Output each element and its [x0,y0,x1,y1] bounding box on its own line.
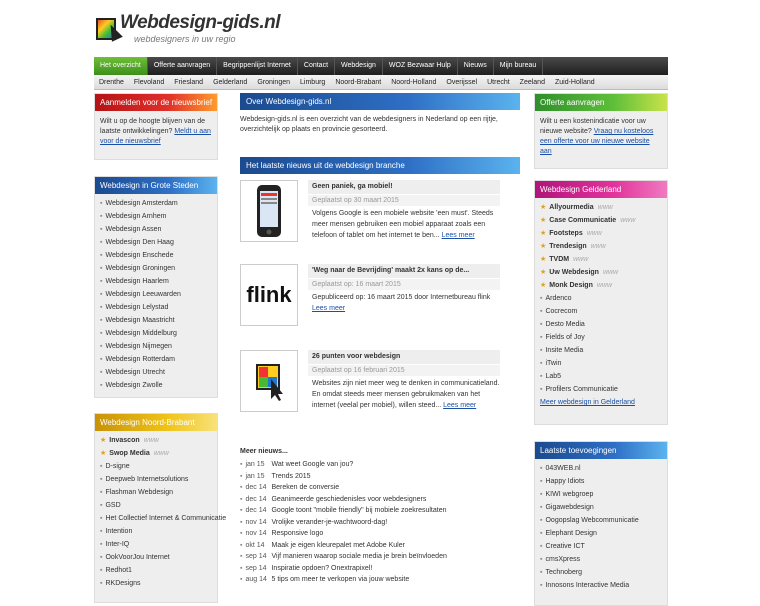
brabant-box [94,413,227,603]
bullet-icon: ▪ [100,330,103,337]
list-item-label: Happy Idiots [545,478,585,485]
news-row[interactable] [240,494,500,506]
bullet-icon: ▪ [100,356,103,363]
bullet-icon: ▪ [100,304,103,311]
bullet-icon: ▪ [100,476,103,483]
news-link[interactable]: 5 tips om meer te verkopen via jouw website [271,576,410,583]
list-item-label: Webdesign Groningen [105,265,176,272]
list-item[interactable] [540,292,662,305]
more-news [240,448,500,586]
list-item[interactable] [540,488,662,501]
bullet-icon: ▪ [100,213,103,220]
more-news-title: Meer nieuws... [240,448,288,455]
www-icon[interactable]: www [596,282,613,289]
news-date: dec 14 [245,507,267,514]
list-item[interactable] [100,366,212,379]
list-item[interactable] [100,434,212,447]
bullet-icon: ▪ [240,564,243,572]
bullet-icon: ▪ [100,226,103,233]
article-text [308,378,500,411]
article-image[interactable] [240,180,298,242]
news-link[interactable]: Google toont "mobile friendly" bij mobiele zoekresultaten [271,507,447,514]
main-nav [94,57,668,75]
flink-logo: flink [246,282,292,307]
bullet-icon: ▪ [100,265,103,272]
list-item-label: KIWI webgroep [545,491,594,498]
news-date: nov 14 [245,518,267,526]
news-link[interactable]: Maak je eigen kleurepalet met Adobe Kuler [271,541,405,549]
list-item-label: Gigawebdesign [545,504,594,511]
star-icon: ★ [100,450,107,457]
list-item[interactable] [100,551,212,564]
list-item[interactable] [540,227,662,240]
list-item-label: Invascon [109,437,140,444]
list-item-label: Redhot1 [105,567,132,574]
list-item[interactable] [100,512,227,525]
bullet-icon: ▪ [240,507,243,514]
list-item-label: Monk Design [549,282,593,289]
news-row[interactable] [240,540,500,552]
news-date: dec 14 [245,495,267,503]
province-nav [94,75,668,90]
list-item-label: Webdesign Lelystad [105,304,169,311]
bullet-icon: ▪ [240,530,243,537]
star-icon: ★ [540,204,547,211]
news-row[interactable] [240,574,500,586]
www-icon[interactable]: www [602,269,619,276]
bullet-icon: ▪ [240,495,243,503]
list-item[interactable] [540,514,662,527]
news-date: sep 14 [245,553,267,560]
bullet-icon: ▪ [100,541,103,548]
news-date: nov 14 [245,530,267,537]
latest-list [535,459,667,595]
logo-title: Webdesign-gids.nl [120,12,281,33]
province-link[interactable]: Limburg [300,79,326,86]
bullet-icon: ▪ [240,541,243,549]
list-item[interactable] [540,201,662,214]
more-news-list [240,459,500,586]
list-item[interactable] [540,240,662,253]
list-item[interactable] [100,353,212,366]
nav-webdesign[interactable]: Webdesign [335,57,383,75]
list-item-label: Insite Media [545,347,584,354]
newsletter-text: Wilt u op de hoogte blijven van de laatste ontwikkelingen? [100,118,206,135]
list-item-label: D-signe [105,463,130,470]
list-item-label: 043WEB.nl [545,465,581,472]
bullet-icon: ▪ [540,582,543,589]
star-icon: ★ [540,256,547,263]
news-link[interactable]: Wat weet Google van jou? [271,461,354,468]
list-item-label: Webdesign Leeuwarden [105,291,181,298]
list-item-label: Cocrecom [545,308,578,315]
province-link[interactable]: Noord-Holland [391,79,437,86]
list-item-label: Profilers Communicatie [545,386,618,393]
list-item[interactable] [540,305,662,318]
bullet-icon: ▪ [540,360,543,367]
list-item-label: Webdesign Assen [105,226,162,233]
nav-offerte[interactable]: Offerte aanvragen [148,57,217,75]
list-item-label: RKDesigns [105,580,141,587]
bullet-icon: ▪ [100,528,103,535]
list-item-label: Webdesign Utrecht [105,369,165,376]
list-item-label: Footsteps [549,230,583,237]
list-item-label: Webdesign Haarlem [105,278,169,285]
news-link[interactable]: Vijf manieren waarop sociale media je brein beïnvloeden [271,553,447,560]
bullet-icon: ▪ [540,530,543,537]
www-icon[interactable]: www [143,437,159,444]
www-icon[interactable]: www [153,450,169,457]
list-item-label: iTwin [545,360,562,367]
news-row[interactable] [240,459,500,471]
www-icon[interactable]: www [573,256,589,263]
list-item[interactable] [100,447,212,460]
list-item[interactable] [100,486,212,499]
list-item-label: Case Communicatie [549,217,617,224]
cities-list [95,194,217,395]
list-item[interactable] [100,314,212,327]
list-item-label: Webdesign Arnhem [105,213,167,220]
news-date: dec 14 [245,484,267,491]
bullet-icon: ▪ [540,543,543,550]
news-article [240,264,500,344]
list-item[interactable] [540,357,662,370]
news-link[interactable]: Responsive logo [271,530,324,537]
list-item-label: Webdesign Nijmegen [105,343,172,350]
news-link[interactable]: Inspiratie opdoen? Onextrapixel! [271,564,373,572]
www-icon[interactable]: www [590,243,606,250]
list-item[interactable] [540,501,662,514]
news-row[interactable] [240,471,500,483]
list-item-label: Webdesign Middelburg [105,330,177,337]
bullet-icon: ▪ [240,461,243,468]
bullet-icon: ▪ [240,484,243,491]
list-item[interactable] [100,275,212,288]
list-item-label: OokVoorJou Internet [105,554,170,561]
list-item-label: cmsXpress [545,556,581,563]
bullet-icon: ▪ [240,518,243,526]
news-article [240,350,500,430]
bullet-icon: ▪ [100,463,103,470]
list-item[interactable] [540,266,662,279]
latest-title: Laatste toevoegingen [535,442,667,459]
bullet-icon: ▪ [100,343,103,350]
list-item-label: Elephant Design [545,530,597,537]
newsletter-title: Aanmelden voor de nieuwsbrief [95,94,217,111]
bullet-icon: ▪ [540,478,543,485]
list-item[interactable] [540,214,662,227]
article-date: Geplaatst op: 16 maart 2015 [308,279,500,290]
list-item-label: Ardenco [545,295,572,302]
list-item-label: Deepweb Internetsolutions [105,476,189,483]
list-item[interactable] [100,301,212,314]
nav-mijn-bureau[interactable]: Mijn bureau [494,57,544,75]
www-icon[interactable]: www [597,204,613,211]
bullet-icon: ▪ [240,553,243,560]
list-item[interactable] [100,379,212,392]
bullet-icon: ▪ [100,489,103,496]
bullet-icon: ▪ [100,369,103,376]
article-date: Geplaatst op 30 maart 2015 [308,195,500,206]
news-row[interactable] [240,517,500,529]
bullet-icon: ▪ [100,252,103,259]
province-link[interactable]: Noord-Brabant [335,79,382,86]
list-item[interactable] [100,499,212,512]
star-icon: ★ [540,282,547,289]
star-icon: ★ [540,230,547,237]
province-link[interactable]: Gelderland [213,79,248,86]
list-item[interactable] [100,197,212,210]
latest-box [534,441,668,606]
list-item-label: Swop Media [109,450,150,457]
news-link[interactable]: Geanimeerde geschiedenisles voor webdesigners [271,495,427,503]
news-row[interactable] [240,528,500,540]
list-item-label: Het Collectief Internet & Communicatie [105,515,227,522]
star-icon: ★ [100,437,107,444]
bullet-icon: ▪ [540,386,543,393]
news-article [240,180,500,260]
gelderland-title: Webdesign Gelderland [535,181,667,198]
offer-box [534,93,668,169]
bullet-icon: ▪ [100,554,103,561]
article-image[interactable] [240,264,298,326]
nav-nieuws[interactable]: Nieuws [458,57,494,75]
list-item[interactable] [100,577,212,590]
newsletter-box [94,93,218,160]
offer-title: Offerte aanvragen [535,94,667,111]
list-item[interactable] [100,340,212,353]
bullet-icon: ▪ [540,321,543,328]
www-icon[interactable]: www [586,230,602,237]
news-row[interactable] [240,563,500,575]
article-text [308,208,500,241]
nav-overzicht[interactable]: Het overzicht [94,57,148,75]
province-link[interactable]: Flevoland [133,79,165,86]
article-image[interactable] [240,350,298,412]
read-more-link[interactable]: Lees meer [312,305,346,312]
star-icon: ★ [540,217,547,224]
bullet-icon: ▪ [540,308,543,315]
gelderland-box [534,180,668,425]
about-text: Webdesign-gids.nl is een overzicht van de webdesigners in Nederland op een rijtje, overzichtelijk op plaats en provincie gesorteerd. [240,116,498,133]
offer-text: Wilt u een kostenindicatie voor uw nieuwe website? [540,118,646,135]
star-icon: ★ [540,269,547,276]
list-item-label: Webdesign Den Haag [105,239,174,246]
news-link[interactable]: Bereken de conversie [271,484,340,491]
article-title[interactable]: Geen paniek, ga mobiel! [308,180,500,194]
article-title[interactable]: 26 punten voor webdesign [308,350,500,364]
nav-begrippenlijst[interactable]: Begrippenlijst Internet [217,57,298,75]
list-item[interactable] [100,460,212,473]
www-icon[interactable]: www [620,217,636,224]
list-item-label: Webdesign Rotterdam [105,356,176,363]
article-excerpt: Gepubliceerd op: 16 maart 2015 door Internetbureau flink [312,294,491,301]
bullet-icon: ▪ [100,278,103,285]
bullet-icon: ▪ [540,347,543,354]
site-logo[interactable] [94,2,294,48]
news-title: Het laatste nieuws uit de webdesign branche [240,157,520,174]
bullet-icon: ▪ [540,569,543,576]
bullet-icon: ▪ [100,317,103,324]
list-item[interactable] [540,553,662,566]
article-title[interactable]: 'Weg naar de Bevrijding' maakt 2x kans op de... [308,264,500,278]
list-item[interactable] [540,331,662,344]
bullet-icon: ▪ [240,472,243,480]
bullet-icon: ▪ [100,502,103,509]
gelderland-more-link[interactable]: Meer webdesign in Gelderland [540,399,635,406]
bullet-icon: ▪ [100,239,103,246]
gelderland-list [535,198,667,399]
bullet-icon: ▪ [100,382,103,389]
read-more-link[interactable]: Lees meer [441,232,475,239]
news-link[interactable]: Vrolijke verander-je-wachtwoord-dag! [271,518,388,526]
bullet-icon: ▪ [240,576,243,583]
province-link[interactable]: Zeeland [519,79,545,86]
list-item-label: Fields of Joy [545,334,585,341]
list-item[interactable] [540,475,662,488]
list-item[interactable] [100,210,212,223]
list-item-label: Intention [105,528,133,535]
about-title: Over Webdesign-gids.nl [240,93,520,110]
list-item-label: Desto Media [545,321,585,328]
list-item[interactable] [100,236,212,249]
newsletter-link[interactable]: Meldt u aan voor de nieuwsbrief [100,128,211,145]
list-item[interactable] [100,525,212,538]
list-item[interactable] [540,383,662,396]
province-link[interactable]: Groningen [257,79,291,86]
province-link[interactable]: Zuid-Holland [554,79,595,86]
list-item[interactable] [540,579,662,592]
nav-contact[interactable]: Contact [298,57,335,75]
news-date: okt 14 [245,541,265,549]
nav-woz[interactable]: WOZ Bezwaar Hulp [383,57,458,75]
list-item-label: Flashman Webdesign [105,489,174,496]
list-item[interactable] [100,564,212,577]
list-item[interactable] [100,473,212,486]
article-excerpt: Websites zijn niet meer weg te denken in communicatieland. En omdat steeds meer mensen gebruikmaken van het internet (veelal per mobiel), willen steed... [312,380,500,409]
list-item-label: Oogopslag Webcommunicatie [545,517,639,524]
bullet-icon: ▪ [100,567,103,574]
bullet-icon: ▪ [100,291,103,298]
province-link[interactable]: Drenthe [99,79,124,86]
article-date: Geplaatst op 16 februari 2015 [308,365,500,376]
list-item-label: GSD [105,502,121,509]
list-item[interactable] [100,223,212,236]
bullet-icon: ▪ [100,580,103,587]
cities-title: Webdesign in Grote Steden [95,177,217,194]
news-date: sep 14 [245,564,267,572]
list-item-label: Webdesign Maastricht [105,317,175,324]
bullet-icon: ▪ [100,515,103,522]
bullet-icon: ▪ [540,295,543,302]
list-item[interactable] [540,253,662,266]
list-item-label: Inter-IQ [105,541,130,548]
article-excerpt: Volgens Google is een mobiele website 'een must'. Steeds meer mensen gebruiken een mobiel apparaat zoals een telefoon of tablet om het internet te ben... [312,210,494,239]
list-item[interactable] [540,279,662,292]
news-link[interactable]: Trends 2015 [271,472,311,480]
bullet-icon: ▪ [540,334,543,341]
cities-box [94,176,218,398]
star-icon: ★ [540,243,547,250]
list-item[interactable] [540,344,662,357]
list-item[interactable] [100,538,212,551]
news-date: aug 14 [245,576,267,583]
news-date: jan 15 [245,472,265,480]
list-item-label: Allyourmedia [549,204,594,211]
list-item-label: Webdesign Enschede [105,252,174,259]
list-item-label: Technoberg [545,569,583,576]
offer-body [535,111,667,163]
article-text [308,292,500,314]
list-item-label: TVDM [549,256,570,263]
bullet-icon: ▪ [540,556,543,563]
newsletter-body [95,111,217,153]
list-item-label: Webdesign Zwolle [105,382,163,389]
province-link[interactable]: Utrecht [487,79,510,86]
offer-link[interactable]: Vraag nu kosteloos een offerte voor uw nieuwe website aan [540,128,654,155]
list-item-label: Creative ICT [545,543,585,550]
bullet-icon: ▪ [540,517,543,524]
bullet-icon: ▪ [540,465,543,472]
news-row[interactable] [240,482,500,494]
list-item[interactable] [540,566,662,579]
brabant-list [95,431,227,593]
list-item[interactable] [540,318,662,331]
list-item[interactable] [100,262,212,275]
list-item-label: Trendesign [549,243,587,250]
logo-subtitle: webdesigners in uw regio [134,34,236,44]
bullet-icon: ▪ [540,504,543,511]
brabant-title: Webdesign Noord-Brabant [95,414,217,431]
list-item-label: Lab5 [545,373,562,380]
list-item-label: Uw Webdesign [549,269,599,276]
list-item[interactable] [540,370,662,383]
news-row[interactable] [240,505,500,517]
read-more-link[interactable]: Lees meer [443,402,477,409]
bullet-icon: ▪ [100,200,103,207]
province-link[interactable]: Overijssel [446,79,478,86]
news-date: jan 15 [245,461,265,468]
list-item[interactable] [540,540,662,553]
list-item-label: Webdesign Amsterdam [105,200,178,207]
list-item[interactable] [540,462,662,475]
bullet-icon: ▪ [540,491,543,498]
province-link[interactable]: Friesland [174,79,204,86]
list-item[interactable] [100,288,212,301]
page [94,0,668,600]
news-row[interactable] [240,551,500,563]
bullet-icon: ▪ [540,373,543,380]
list-item[interactable] [100,327,212,340]
list-item[interactable] [540,527,662,540]
list-item-label: Innosons Interactive Media [545,582,630,589]
list-item[interactable] [100,249,212,262]
